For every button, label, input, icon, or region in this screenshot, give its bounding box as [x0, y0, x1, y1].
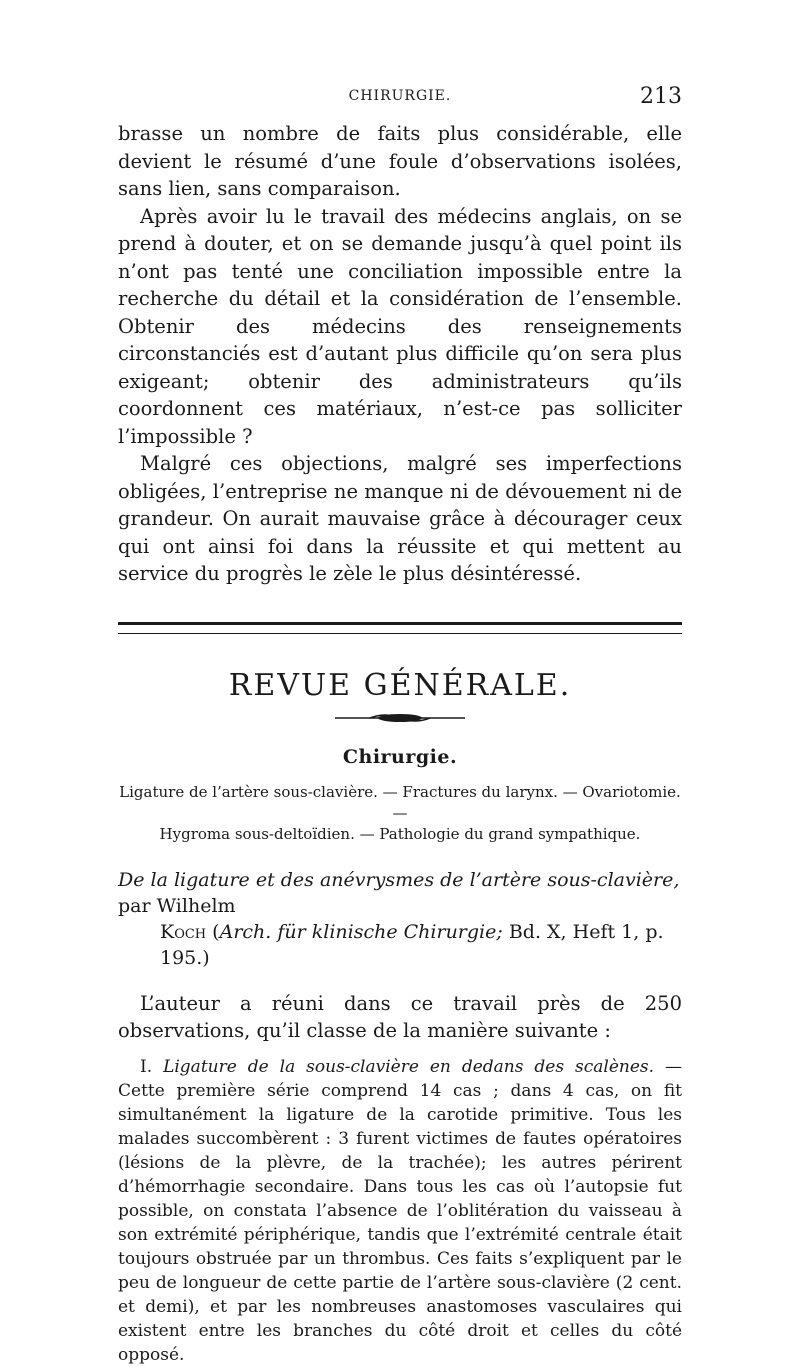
- paragraph-english-doctors: Après avoir lu le travail des médecins anglais, on se prend à douter, et on se demande jusqu’à quel point ils n’ont pas tenté une conciliation impossible entre la recherche du détail et la considération de l’ensemble. Obtenir des médecins des renseignements circonstanciés est d’autant plus difficile qu’on sera plus exigeant; obtenir des administrateurs qu’ils coordonnent ces matériaux, n’est-ce pas solliciter l’impossible ?: [118, 204, 682, 448]
- item-1-text: — Cette première série comprend 14 cas ; dans 4 cas, on fit simultanément la ligature de la carotide primitive. Tous les malades succombèrent : 3 furent victimes de fautes opératoires (lésions de la plèvre, de la trachée); les autres périrent d’hémorrhagie secondaire. Dans tous les cas où l’autopsie fut possible, on constata l’absence de l’oblitération du vaisseau à son extrémité périphérique, tandis que l’extrémité centrale était toujours obstruée par un thrombus. Ces faits s’expliquent par le peu de longueur de cette partie de l’artère sous-clavière (2 cent. et demi), et par les nombreuses anastomoses vasculaires qui existent entre les branches du côté droit et celles du côté opposé.: [118, 1056, 682, 1365]
- topics-line-1: Ligature de l’artère sous-clavière. — Fractures du larynx. — Ovariotomie. —: [119, 782, 681, 822]
- article-item-1: [118, 1055, 682, 1367]
- source-journal: Arch. für klinische Chirurgie;: [219, 920, 503, 943]
- article-author: Koch: [160, 920, 207, 943]
- page-header: [118, 84, 682, 120]
- source-reference: Bd. X, Heft 1, p. 195.): [160, 920, 664, 969]
- subsection-title: Chirurgie.: [342, 745, 458, 768]
- paragraph-continuation: brasse un nombre de faits plus considérable, elle devient le résumé d’une foule d’observations isolées, sans lien, sans comparaison.: [118, 122, 682, 200]
- page-number: 213: [640, 84, 682, 109]
- article-intro: L’auteur a réuni dans ce travail près de 250 observations, qu’il classe de la manière suivante :: [118, 991, 682, 1042]
- section-divider-rule: [118, 622, 682, 634]
- article-byline: par Wilhelm: [118, 894, 236, 917]
- running-title: CHIRURGIE.: [348, 88, 452, 104]
- item-1-title: Ligature de la sous-clavière en dedans des scalènes.: [163, 1056, 655, 1077]
- topics-line-2: Hygroma sous-deltoïdien. — Pathologie du grand sympathique.: [159, 824, 641, 843]
- ornament-flourish-icon: [335, 710, 465, 726]
- item-1-label: I.: [140, 1056, 164, 1077]
- article-title: De la ligature et des anévrysmes de l’artère sous-clavière,: [118, 868, 680, 891]
- paragraph-objections: Malgré ces objections, malgré ses imperfections obligées, l’entreprise ne manque ni de dévouement ni de grandeur. On aurait mauvaise grâce à décourager ceux qui ont ainsi foi dans la réussite et qui mettent au service du progrès le zèle le plus désintéressé.: [118, 452, 682, 585]
- section-title: REVUE GÉNÉRALE.: [228, 667, 572, 703]
- topics-summary: [118, 782, 682, 845]
- article-source-line: [118, 919, 682, 971]
- source-open: (: [206, 920, 220, 943]
- article-heading: [118, 867, 682, 971]
